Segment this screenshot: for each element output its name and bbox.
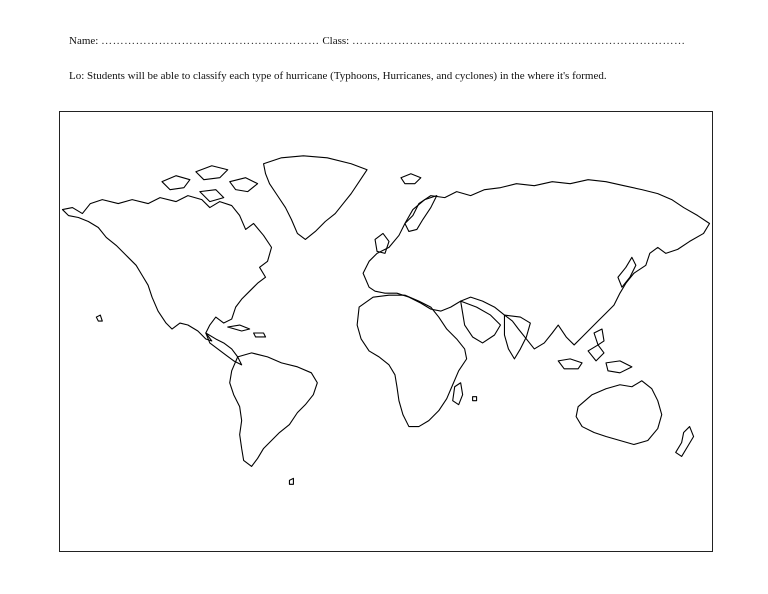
world-map-frame [59, 111, 713, 552]
small-islands-outline [96, 315, 476, 484]
scandinavia-outline [405, 196, 437, 232]
arctic-islands-outline [162, 166, 258, 202]
name-label: Name: [69, 35, 99, 47]
class-label: Class: [322, 35, 350, 47]
caribbean-islands-outline [228, 325, 266, 337]
australia-outline [576, 381, 662, 445]
class-blank[interactable]: …………………………………………………………………………… [351, 35, 686, 47]
new-zealand-outline [676, 427, 694, 457]
madagascar-outline [453, 383, 463, 405]
learning-objective: Lo: Students will be able to classify each type of hurricane (Typhoons, Hurricanes, and cyclones) in the where it's formed. [69, 70, 607, 82]
iceland-outline [401, 174, 421, 184]
world-map [60, 112, 712, 551]
name-blank[interactable]: ………………………………………………… [101, 35, 320, 47]
india-outline [504, 315, 530, 359]
eurasia-outline [363, 180, 709, 349]
africa-outline [357, 295, 467, 426]
name-class-row [69, 35, 685, 47]
southeast-asia-islands-outline [558, 329, 632, 373]
greenland-outline [264, 156, 368, 240]
south-america-outline [230, 353, 318, 466]
north-america-outline [62, 196, 271, 341]
